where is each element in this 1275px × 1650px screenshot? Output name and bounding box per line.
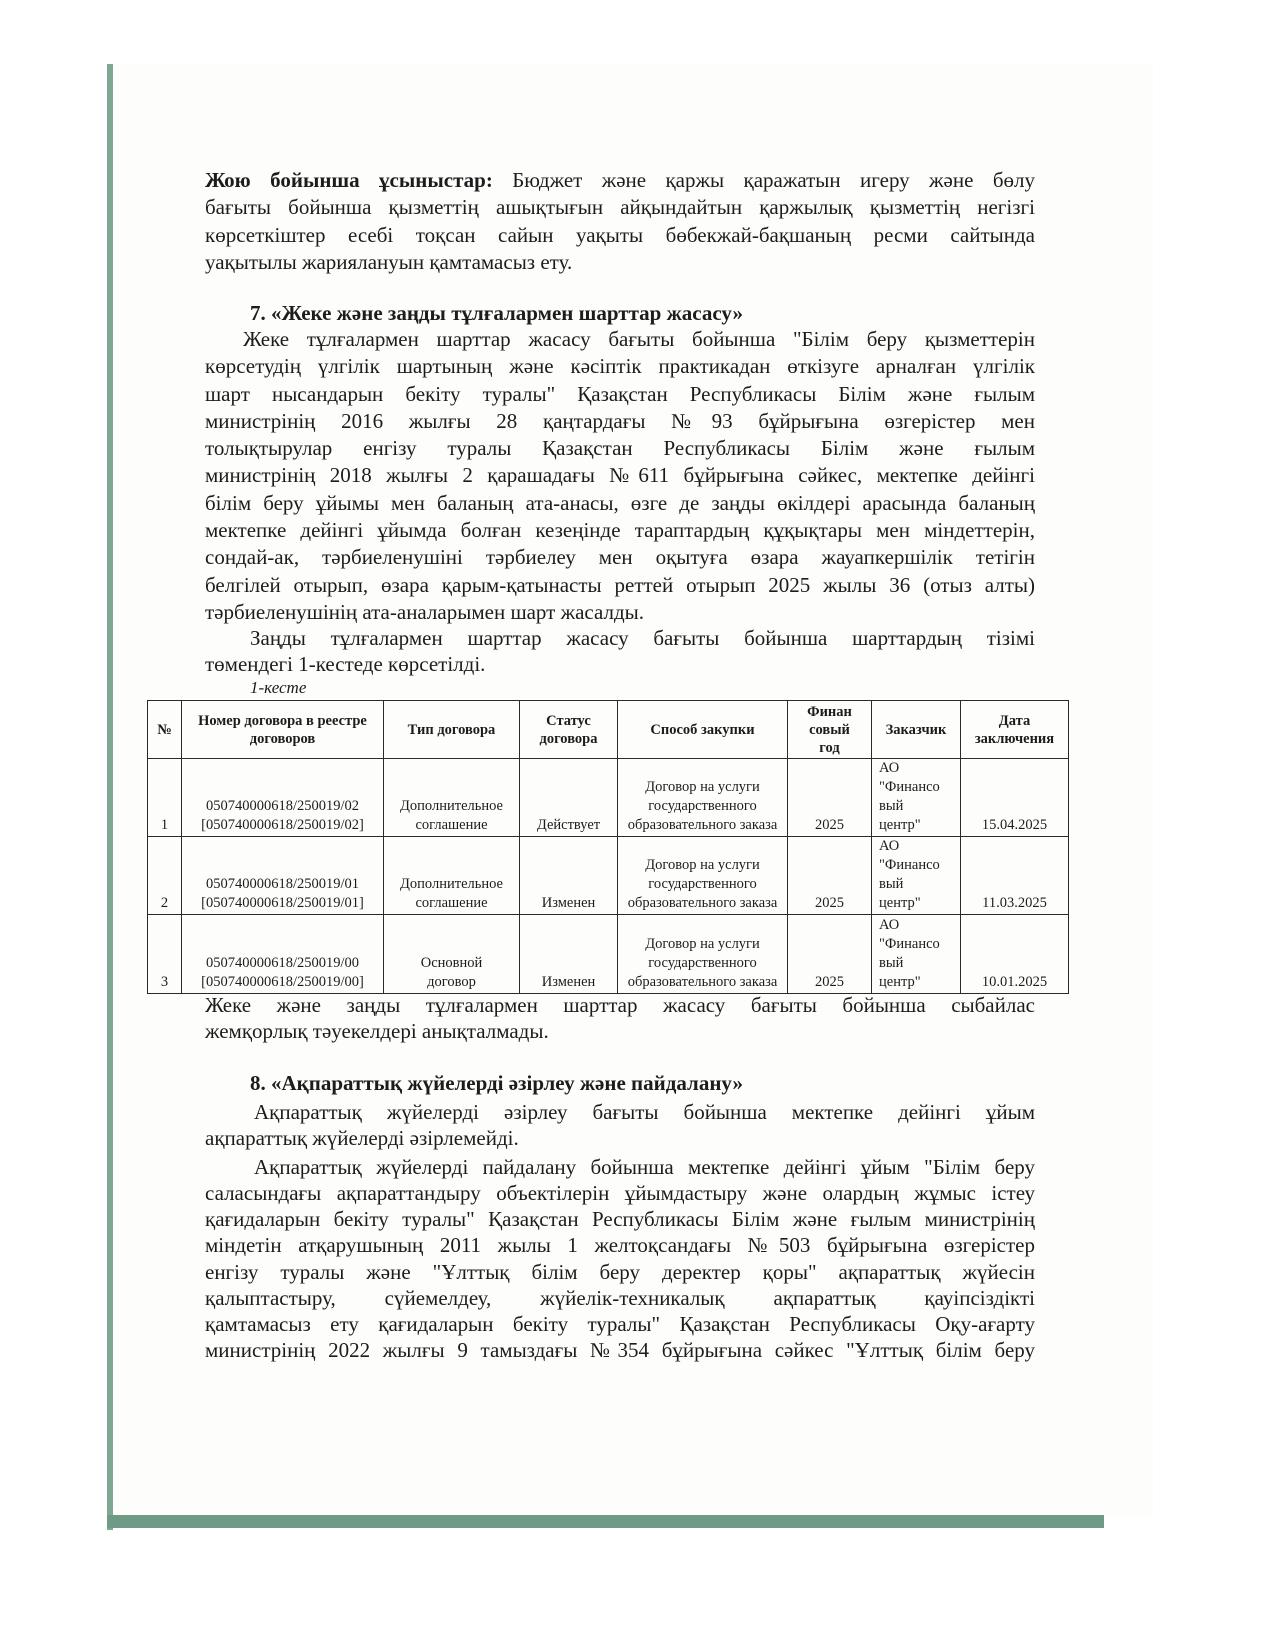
text-line: сондай-ак, тәрбиеленушіні тәрбиелеу мен оқытуға өзара жауапкершілік тетігін: [205, 545, 1035, 570]
header-customer: Заказчик: [872, 701, 961, 759]
text-line: мектепке дейінгі ұйымда болған кезеңінде тараптардың құқықтары мен міндеттерін,: [205, 518, 1035, 543]
recommendation-label: Жою бойынша ұсыныстар:: [205, 168, 493, 192]
text-line: міндетін атқарушының 2011 жылы 1 желтоқсандағы №503 бұйрығына өзгерістер: [205, 1233, 1035, 1258]
scan-edge-left: [107, 64, 113, 1530]
table-header-row: [148, 701, 1069, 759]
cell-year: 2025: [788, 915, 872, 994]
header-method: Способ закупки: [618, 701, 788, 759]
section-8-heading: [205, 1070, 1035, 1096]
cell-type: Основной договор: [384, 915, 520, 994]
text-line: министрінің 2016 жылғы 28 қаңтардағы №93 бұйрығына өзгерістер мен: [205, 408, 1035, 433]
cell-number: 050740000618/250019/00 [050740000618/250019/00]: [182, 915, 384, 994]
header-year: Финансовый год: [788, 701, 872, 759]
section-7-heading: [205, 300, 1035, 326]
text-line: көрсетудің үлгілік шартының және кәсіптік практикадан өткізуге арналған үлгілік: [205, 354, 1035, 379]
cell-method: Договор на услуги государственного образовательного заказа: [618, 759, 788, 837]
heading-text: 7. «Жеке және заңды тұлғалармен шарттар жасасу»: [250, 301, 743, 325]
text-line: қамтамасыз ету қағидаларын бекіту туралы" Қазақстан Республикасы Оқу-ағарту: [205, 1311, 1035, 1336]
scan-edge-bottom: [107, 1515, 1104, 1528]
text-line: уақытылы жариялануын қамтамасыз ету.: [205, 250, 573, 275]
cell-number: 050740000618/250019/01 [050740000618/250019/01]: [182, 837, 384, 915]
cell-customer: АО "Финансовый центр": [872, 837, 961, 915]
text-line: шарт нысандарын бекіту туралы" Қазақстан Республикасы Білім және ғылым: [205, 381, 1035, 406]
text-line: министрінің 2022 жылғы 9 тамыздағы №354 бұйрығына сәйкес "Ұлттық білім беру: [205, 1338, 1035, 1363]
cell-type: Дополнительное соглашение: [384, 759, 520, 837]
cell-no: 3: [148, 915, 182, 994]
text-line: қағидаларын бекіту туралы" Қазақстан Республикасы Білім және ғылым министрінің: [205, 1207, 1035, 1232]
cell-no: 1: [148, 759, 182, 837]
text-line: ақпараттық жүйелерді әзірлемейді.: [205, 1126, 519, 1150]
table-row: [148, 915, 1069, 994]
cell-customer: АО "Финансовый центр": [872, 915, 961, 994]
section-7-paragraph-2: [205, 625, 1035, 677]
text-line: енгізу туралы және "Ұлттық білім беру деректер қоры" ақпараттық жүйесін: [205, 1259, 1035, 1284]
text-line: көрсеткіштер есебі тоқсан сайын уақыты бөбекжай-бақшаның ресми сайтында: [205, 222, 1035, 247]
text-line: министрінің 2018 жылғы 2 қарашадағы №611 бұйрығына сәйкес, мектепке дейінгі: [205, 463, 1035, 488]
text-line: Ақпараттық жүйелерді әзірлеу бағыты бойынша мектепке дейінгі ұйым: [254, 1100, 1035, 1124]
text-line: толықтырулар енгізу туралы Қазақстан Республикасы Білім және ғылым: [205, 436, 1035, 461]
text-line: бағыты бойынша қызметтің ашықтығын айқындайтын қаржылық қызметтің негізгі: [205, 195, 1035, 220]
recommendation-text: Бюджет және қаржы қаражатын игеру және бөлу: [512, 168, 1035, 192]
section-8-paragraph-1: [205, 1099, 1035, 1151]
cell-method: Договор на услуги государственного образовательного заказа: [618, 837, 788, 915]
section-7-conclusion: [205, 992, 1035, 1044]
cell-status: Изменен: [520, 837, 618, 915]
text-line: Ақпараттық жүйелерді пайдалану бойынша мектепке дейінгі ұйым "Білім беру: [254, 1155, 1035, 1179]
table-caption: 1-кесте: [250, 678, 307, 697]
table-row: [148, 759, 1069, 837]
cell-type: Дополнительное соглашение: [384, 837, 520, 915]
text-line: төмендегі 1-кестеде көрсетілді.: [205, 652, 486, 676]
heading-text: 8. «Ақпараттық жүйелерді әзірлеу және пайдалану»: [250, 1071, 743, 1095]
section-8-paragraph-2: [205, 1154, 1035, 1363]
cell-year: 2025: [788, 837, 872, 915]
cell-date: 11.03.2025: [961, 837, 1069, 915]
table-row: [148, 837, 1069, 915]
text-line: білім беру ұйымы мен баланың ата-анасы, өзге де заңды өкілдері арасында баланың: [205, 490, 1035, 515]
cell-date: 15.04.2025: [961, 759, 1069, 837]
cell-number: 050740000618/250019/02 [050740000618/250019/02]: [182, 759, 384, 837]
header-no: №: [148, 701, 182, 759]
cell-date: 10.01.2025: [961, 915, 1069, 994]
cell-status: Действует: [520, 759, 618, 837]
header-type: Тип договора: [384, 701, 520, 759]
cell-method: Договор на услуги государственного образовательного заказа: [618, 915, 788, 994]
recommendation-paragraph: [205, 167, 1035, 277]
header-status: Статус договора: [520, 701, 618, 759]
cell-status: Изменен: [520, 915, 618, 994]
cell-customer: АО "Финансовый центр": [872, 759, 961, 837]
contracts-table: [147, 700, 1069, 994]
text-line: Жеке тұлғалармен шарттар жасасу бағыты бойынша "Білім беру қызметтерін: [243, 327, 1035, 351]
text-line: тәрбиеленушінің ата-аналарымен шарт жасалды.: [205, 599, 645, 624]
text-line: [205, 167, 1035, 194]
header-number: Номер договора в реестре договоров: [182, 701, 384, 759]
text-line: жемқорлық тәуекелдері анықталмады.: [205, 1019, 549, 1043]
text-line: қалыптастыру, сүйемелдеу, жүйелік-техникалық ақпараттық қауіпсіздікті: [205, 1285, 1035, 1310]
text-line: саласындағы ақпараттандыру объектілерін ұйымдастыру және олардың жұмыс істеу: [205, 1181, 1035, 1206]
text-line: Жеке және заңды тұлғалармен шарттар жасасу бағыты бойынша сыбайлас: [205, 993, 1035, 1017]
cell-no: 2: [148, 837, 182, 915]
text-line: белгілей отырып, өзара қарым-қатынасты реттей отырып 2025 жылы 36 (отыз алты): [205, 572, 1035, 597]
text-line: Заңды тұлғалармен шарттар жасасу бағыты бойынша шарттардың тізімі: [250, 626, 1035, 650]
section-7-paragraph-1: [205, 326, 1035, 626]
header-date: Дата заключения: [961, 701, 1069, 759]
cell-year: 2025: [788, 759, 872, 837]
